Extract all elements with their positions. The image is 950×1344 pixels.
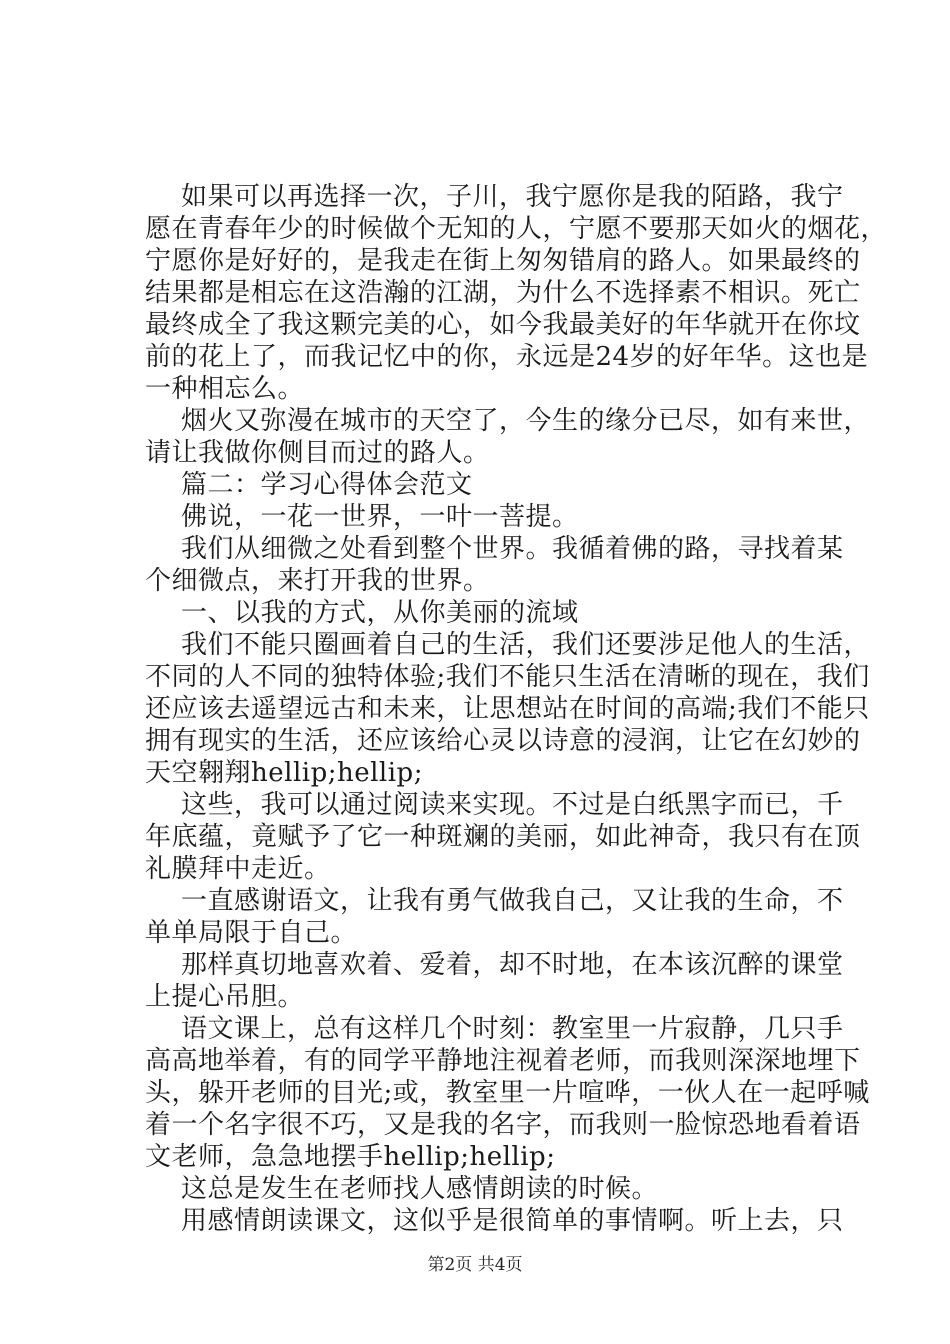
text-line: 个细微点，来打开我的世界。 bbox=[145, 566, 490, 596]
text-line: 愿在青春年少的时候做个无知的人，宁愿不要那天如火的烟花， bbox=[145, 214, 888, 244]
text-line: 天空翱翔hellip;hellip; bbox=[145, 758, 423, 788]
text-line: 礼膜拜中走近。 bbox=[145, 854, 331, 884]
subsection-heading: 一、以我的方式，从你美丽的流域 bbox=[181, 598, 579, 628]
text-line: 文老师，急急地摆手hellip;hellip; bbox=[145, 1142, 556, 1172]
page-footer: 第2页 共4页 bbox=[427, 1255, 523, 1275]
text-line: 前的花上了，而我记忆中的你，永远是24岁的好年华。这也是 bbox=[145, 342, 869, 372]
text-line: 我们从细微之处看到整个世界。我循着佛的路，寻找着某 bbox=[181, 534, 844, 564]
text-line: 烟火又弥漫在城市的天空了，今生的缘分已尽，如有来世， bbox=[181, 406, 871, 436]
text-line: 用感情朗读课文，这似乎是很简单的事情啊。听上去，只 bbox=[181, 1206, 844, 1236]
text-line: 着一个名字很不巧，又是我的名字，而我则一脸惊恐地看着语 bbox=[145, 1110, 861, 1140]
text-line: 单单局限于自己。 bbox=[145, 918, 358, 948]
text-line: 我们不能只圈画着自己的生活，我们还要涉足他人的生活， bbox=[181, 630, 871, 660]
text-line: 高高地举着，有的同学平静地注视着老师，而我则深深地埋下 bbox=[145, 1046, 861, 1076]
text-line: 不同的人不同的独特体验;我们不能只生活在清晰的现在，我们 bbox=[145, 662, 870, 692]
text-line: 头，躲开老师的目光;或，教室里一片喧哗，一伙人在一起呼喊 bbox=[145, 1078, 870, 1108]
text-line: 宁愿你是好好的，是我走在街上匆匆错肩的路人。如果最终的 bbox=[145, 246, 861, 276]
section-heading: 篇二：学习心得体会范文 bbox=[181, 470, 473, 500]
text-line: 语文课上，总有这样几个时刻：教室里一片寂静，几只手 bbox=[181, 1014, 844, 1044]
text-line: 拥有现实的生活，还应该给心灵以诗意的浸润，让它在幻妙的 bbox=[145, 726, 861, 756]
text-line: 请让我做你侧目而过的路人。 bbox=[145, 438, 490, 468]
text-line: 如果可以再选择一次，子川，我宁愿你是我的陌路，我宁 bbox=[181, 182, 844, 212]
text-line: 上提心吊胆。 bbox=[145, 982, 305, 1012]
text-line: 这些，我可以通过阅读来实现。不过是白纸黑字而已，千 bbox=[181, 790, 844, 820]
text-line: 那样真切地喜欢着、爱着，却不时地，在本该沉醉的课堂 bbox=[181, 950, 844, 980]
text-line: 一种相忘么。 bbox=[145, 374, 305, 404]
text-line: 佛说，一花一世界，一叶一菩提。 bbox=[181, 502, 579, 532]
text-line: 年底蕴，竟赋予了它一种斑斓的美丽，如此神奇，我只有在顶 bbox=[145, 822, 861, 852]
text-line: 结果都是相忘在这浩瀚的江湖，为什么不选择素不相识。死亡 bbox=[145, 278, 861, 308]
text-line: 这总是发生在老师找人感情朗读的时候。 bbox=[181, 1174, 659, 1204]
text-line: 还应该去遥望远古和未来，让思想站在时间的高端;我们不能只 bbox=[145, 694, 870, 724]
text-line: 一直感谢语文，让我有勇气做我自己，又让我的生命，不 bbox=[181, 886, 844, 916]
text-line: 最终成全了我这颗完美的心，如今我最美好的年华就开在你坟 bbox=[145, 310, 861, 340]
